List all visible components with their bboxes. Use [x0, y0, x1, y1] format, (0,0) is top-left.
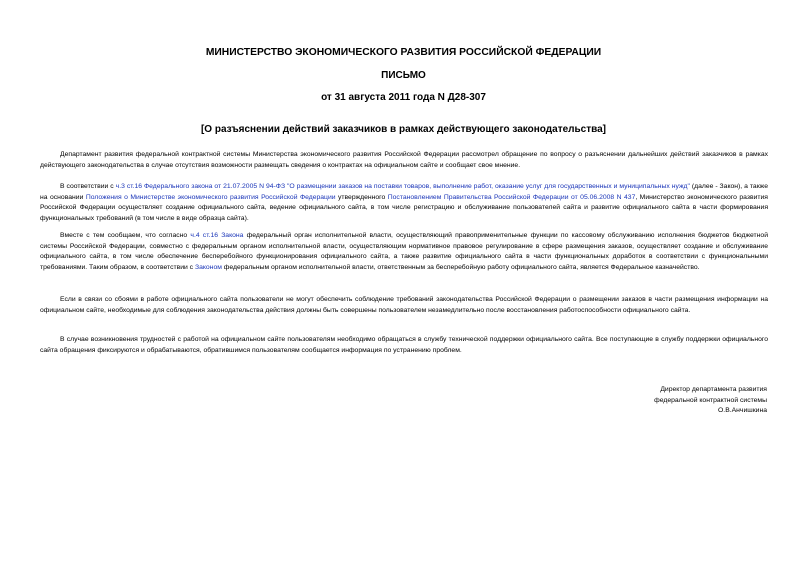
- paragraph-2: [40, 182, 768, 224]
- paragraph-2-text-4: , Министерство экономического развития Российской Федерации осуществляет создание официального сайта, ведение официального сайта, в том числе регистрацию и обслуживание пользователей сайта и развитие официального сайта в части формирования функциональных требований (в том числе в виде образца сайта).: [40, 193, 768, 222]
- law-link[interactable]: Законом: [194, 263, 222, 271]
- signature-position-line-1: Директор департамента развития: [660, 386, 767, 393]
- document-subject: [О разъяснении действий заказчиков в рамках действующего законодательства]: [200, 124, 607, 135]
- law-94fz-article-link[interactable]: ч.3 ст.16 Федерального закона от 21.07.2005 N 94-ФЗ "О размещении заказов на поставки товаров, выполнение работ, оказание услуг для государственных и муниципальных нужд": [115, 183, 690, 190]
- document-type: ПИСЬМО: [381, 70, 426, 81]
- government-decree-link[interactable]: Постановлением Правительства Российской Федерации от 05.06.2008 N 437: [387, 193, 636, 201]
- paragraph-5: В случае возникновения трудностей с работой на официальном сайте пользователям необходимо обращаться в службу технической поддержки официального сайта. Все поступающие в службу поддержки официального сайта обращения фиксируются и обрабатываются, обратившимся пользователям сообщается информация по устранению проблем.: [40, 336, 768, 354]
- paragraph-3: [40, 231, 768, 273]
- paragraph-4: Если в связи со сбоями в работе официального сайта пользователи не могут обеспечить соблюдение требований законодательства Российской Федерации о размещении заказов в части размещения информации на официальном сайте, необходимые для соблюдения законодательства действия должны быть совершены пользователем незамедлительно после восстановления работоспособности официального сайта.: [40, 296, 768, 314]
- paragraph-2-text-3: утвержденного: [335, 193, 388, 201]
- signature-name: О.В.Анчишкина: [718, 407, 767, 414]
- paragraph-2-text-1: В соответствии с: [60, 183, 116, 190]
- paragraph-3-text-1: Вместе с тем сообщаем, что согласно: [60, 232, 191, 239]
- ministry-heading: МИНИСТЕРСТВО ЭКОНОМИЧЕСКОГО РАЗВИТИЯ РОССИЙСКОЙ ФЕДЕРАЦИИ: [205, 47, 602, 58]
- ministry-regulation-link[interactable]: Положения о Министерстве экономического развития Российской Федерации: [85, 193, 336, 201]
- paragraph-3-text-3: федеральным органом исполнительной власти, ответственным за бесперебойную работу официального сайта, является Федеральное казначейство.: [221, 263, 700, 271]
- signature-position-line-2: федеральной контрактной системы: [654, 396, 767, 404]
- paragraph-3-text-2: федеральный орган исполнительной власти, осуществляющий правоприменительные функции по кассовому обслуживанию исполнения бюджетов бюджетной системы Российской Федерации, совместно с федеральным органом исполнительной власти, осуществляющим нормативное правовое регулирование в сфере размещения заказов, осуществляет создание и обслуживание официального сайта, в том числе обеспечение бесперебойного функционирования официального сайта, а также развитие официального сайта в части функциональных доработок в соответствии с функциональными требованиями. Таким образом, в соответствии с: [40, 232, 768, 271]
- paragraph-1: Департамент развития федеральной контрактной системы Министерства экономического развития Российской Федерации рассмотрел обращение по вопросу о разъяснении дальнейших действий заказчиков в рамках действующего законодательства в случае отсутствия возможности размещать сведения о контрактах на официальном сайте и сообщает свое мнение.: [40, 151, 768, 169]
- law-article-4-link[interactable]: ч.4 ст.16 Закона: [190, 232, 244, 239]
- document-date-number: от 31 августа 2011 года N Д28-307: [321, 92, 486, 103]
- paragraph-2-text-2: (далее - Закон), а также на основании: [40, 183, 768, 201]
- signature-block: [654, 385, 767, 417]
